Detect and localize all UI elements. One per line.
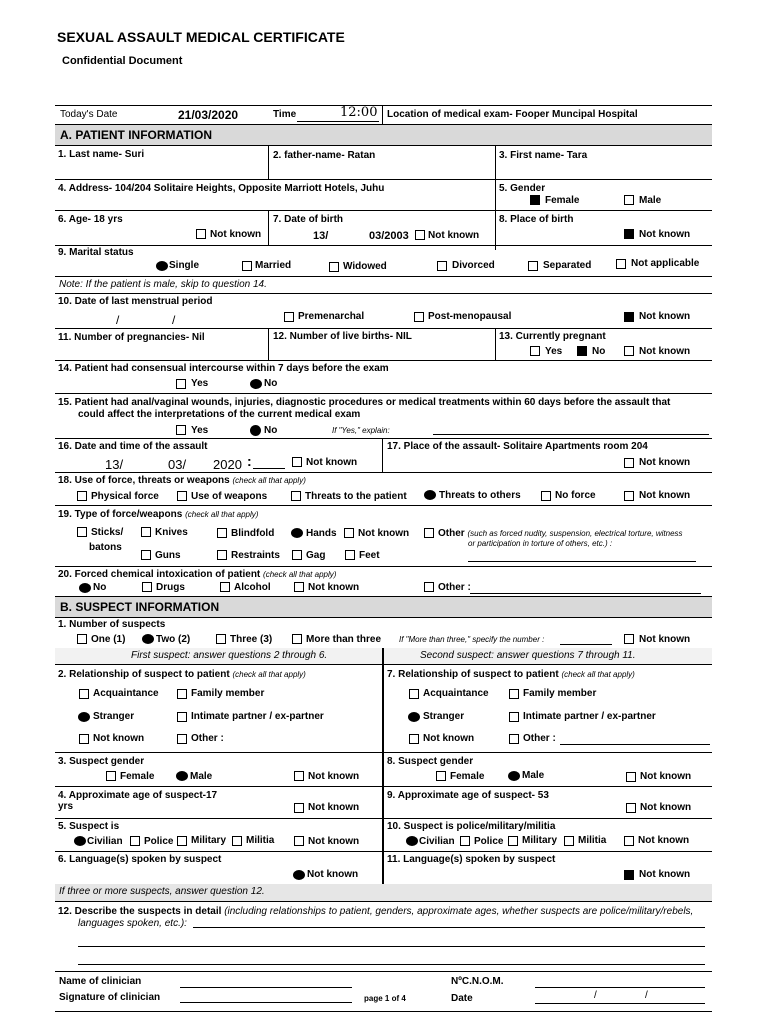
currently-pregnant-label: 13. Currently pregnant (499, 331, 606, 342)
wounds-explain-label: If "Yes," explain: (332, 426, 390, 435)
clinician-name-field[interactable] (180, 987, 352, 988)
suspects-three-checkbox[interactable] (216, 634, 226, 644)
s2-police-checkbox[interactable] (460, 836, 470, 846)
chemical-other-checkbox[interactable] (424, 582, 434, 592)
age[interactable]: 6. Age- 18 yrs (58, 214, 123, 225)
s2-gender-not-known-checkbox[interactable] (626, 772, 636, 782)
rel1-family-checkbox[interactable] (177, 689, 187, 699)
force-not-known-label: Not known (639, 490, 691, 501)
certificate-subtitle: Confidential Document (62, 55, 183, 67)
force-threats-patient-label: Threats to the patient (305, 491, 407, 502)
force-label: 18. Use of force, threats or weapons (check all that apply) (58, 475, 306, 486)
rel1-other-checkbox[interactable] (177, 734, 187, 744)
cnom-field[interactable] (535, 987, 705, 988)
age-not-known-label: Not known (210, 229, 262, 240)
gender-label: 5. Gender (499, 183, 546, 194)
force-threats-others-checkbox[interactable] (424, 490, 436, 500)
assault-place-not-known-label: Not known (639, 457, 691, 468)
certificate-title: SEXUAL ASSAULT MEDICAL CERTIFICATE (57, 29, 345, 45)
chemical-other-field[interactable] (470, 593, 701, 594)
rel2-partner-label: Intimate partner / ex-partner (523, 711, 656, 722)
s1-civilian-checkbox[interactable] (74, 836, 86, 846)
rel2-acquaintance-label: Acquaintance (423, 688, 489, 699)
wounds-explain-line[interactable] (433, 434, 709, 435)
type-other-checkbox[interactable] (424, 528, 434, 538)
chemical-alcohol-label: Alcohol (234, 582, 271, 593)
footer-date-label: Date (451, 993, 473, 1004)
suspects-two-checkbox[interactable] (142, 634, 154, 644)
time-label: Time (273, 109, 297, 120)
s1-gender-not-known-checkbox[interactable] (294, 771, 304, 781)
num-suspects-label: 1. Number of suspects (58, 619, 166, 630)
force-physical-checkbox[interactable] (77, 491, 87, 501)
s2-military-label: Military (522, 835, 558, 846)
suspects-not-known-checkbox[interactable] (624, 634, 634, 644)
lmp-label: 10. Date of last menstrual period (58, 296, 213, 307)
place-of-birth-label: 8. Place of birth (499, 214, 574, 225)
type-not-known-label: Not known (358, 528, 410, 539)
chemical-label: 20. Forced chemical intoxication of patient (check all that apply) (58, 569, 337, 580)
relationship-2-label: 7. Relationship of suspect to patient (check all that apply) (387, 669, 635, 680)
marital-married-label: Married (255, 260, 292, 271)
s1-civilian-label: Civilian (87, 836, 123, 847)
s2-civilian-label: Civilian (419, 836, 455, 847)
s1-military-label: Military (191, 835, 227, 846)
premenarchal-checkbox[interactable] (284, 312, 294, 322)
rel2-other-field[interactable] (560, 744, 710, 745)
wounds-yes-label: Yes (191, 425, 209, 436)
s2-language-not-known-label: Not known (639, 869, 691, 880)
chemical-no-checkbox[interactable] (79, 583, 91, 593)
marital-married-checkbox[interactable] (242, 261, 252, 271)
gender-2-label: 8. Suspect gender (387, 756, 474, 767)
gag-label: Gag (306, 550, 326, 561)
guns-label: Guns (155, 550, 181, 561)
s1-age-not-known-checkbox[interactable] (294, 803, 304, 813)
s1-militia-label: Militia (246, 835, 275, 846)
s2-language-not-known-checkbox[interactable] (624, 870, 634, 880)
s1-gender-not-known-label: Not known (308, 771, 360, 782)
blindfold-checkbox[interactable] (217, 528, 227, 538)
assault-date-not-known-checkbox[interactable] (292, 457, 302, 467)
s2-militia-label: Militia (578, 835, 607, 846)
cnom-label: NºC.N.O.M. (451, 976, 504, 987)
num-live-births[interactable]: 12. Number of live births- NIL (273, 331, 412, 342)
marital-divorced-label: Divorced (452, 260, 495, 271)
force-weapons-checkbox[interactable] (177, 491, 187, 501)
dob-not-known-checkbox[interactable] (415, 230, 425, 240)
footer-date-slash-2: / (645, 990, 648, 1001)
date-value[interactable]: 21/03/2020 (178, 108, 239, 122)
assault-time-field[interactable] (253, 468, 285, 469)
chemical-drugs-checkbox[interactable] (142, 582, 152, 592)
relationship-1-label: 2. Relationship of suspect to patient (check all that apply) (58, 669, 306, 680)
last-name[interactable]: 1. Last name- Suri (58, 149, 145, 160)
consensual-no-label: No (264, 378, 278, 389)
wounds-label-line2: could affect the interpretations of the current medical exam (78, 409, 361, 420)
s2-age-not-known-label: Not known (640, 802, 692, 813)
pregnant-not-known-checkbox[interactable] (624, 346, 634, 356)
wounds-label-line1: 15. Patient had anal/vaginal wounds, injuries, diagnostic procedures or medical treatments within 60 days before the assault that (58, 397, 671, 408)
describe-suspects-hint: languages spoken, etc.): (78, 918, 187, 929)
assault-day[interactable]: 13/ (105, 457, 124, 472)
page-number: page 1 of 4 (364, 994, 406, 1003)
force-none-checkbox[interactable] (541, 491, 551, 501)
marital-single-checkbox[interactable] (156, 261, 168, 271)
dob-label: 7. Date of birth (273, 214, 344, 225)
chemical-other-label: Other : (438, 582, 471, 593)
rel2-stranger-checkbox[interactable] (408, 712, 420, 722)
rel2-other-label: Other : (523, 733, 556, 744)
num-pregnancies[interactable]: 11. Number of pregnancies- Nil (58, 332, 205, 343)
suspect-1-age[interactable]: 4. Approximate age of suspect-17 (58, 790, 218, 801)
note-three-suspects: If three or more suspects, answer question 12. (59, 886, 265, 897)
date-label: Today's Date (60, 109, 118, 120)
clinician-signature-label: Signature of clinician (59, 992, 161, 1003)
chemical-not-known-label: Not known (308, 582, 360, 593)
consensual-yes-label: Yes (191, 378, 209, 389)
restraints-label: Restraints (231, 550, 280, 561)
suspects-one-checkbox[interactable] (77, 634, 87, 644)
marital-widowed-checkbox[interactable] (329, 262, 339, 272)
assault-place[interactable]: 17. Place of the assault- Solitaire Apartments room 204 (387, 441, 648, 452)
pregnant-not-known-label: Not known (639, 346, 691, 357)
s2-gender-not-known-label: Not known (640, 771, 692, 782)
rel1-stranger-checkbox[interactable] (78, 712, 90, 722)
rel2-acquaintance-checkbox[interactable] (409, 689, 419, 699)
force-not-known-checkbox[interactable] (624, 491, 634, 501)
rel1-acquaintance-label: Acquaintance (93, 688, 159, 699)
describe-line-3[interactable] (78, 964, 705, 965)
s1-age-not-known-label: Not known (308, 802, 360, 813)
suspect-2-is-label: 10. Suspect is police/military/militia (387, 821, 556, 832)
assault-year[interactable]: 2020 (213, 457, 242, 472)
footer-date-field[interactable] (535, 1003, 705, 1004)
s1-militia-checkbox[interactable] (232, 836, 242, 846)
note-male-skip: Note: If the patient is male, skip to question 14. (59, 279, 267, 290)
suspects-two-label: Two (2) (156, 634, 191, 645)
s1-language-not-known-checkbox[interactable] (293, 870, 305, 880)
s2-age-not-known-checkbox[interactable] (626, 803, 636, 813)
suspects-more-checkbox[interactable] (292, 634, 302, 644)
suspects-number-field[interactable] (560, 644, 612, 645)
lmp-not-known-label: Not known (639, 311, 691, 322)
s1-gender-female-checkbox[interactable] (106, 771, 116, 781)
lmp-slash-1: / (116, 313, 120, 327)
marital-na-checkbox[interactable] (616, 259, 626, 269)
rel2-stranger-label: Stranger (423, 711, 465, 722)
restraints-checkbox[interactable] (217, 550, 227, 560)
describe-suspects-label: 12. Describe the suspects in detail (including relationships to patient, genders, approximate ages, whether suspects are police/military/rebels, (58, 906, 694, 917)
lmp-slash-2: / (172, 313, 176, 327)
chemical-no-label: No (93, 582, 107, 593)
force-threats-others-label: Threats to others (439, 490, 521, 501)
gender-female-label: Female (545, 195, 580, 206)
father-name[interactable]: 2. father-name- Ratan (273, 150, 376, 161)
post-menopausal-label: Post-menopausal (428, 311, 512, 322)
s2-gender-female-checkbox[interactable] (436, 771, 446, 781)
type-other-field[interactable] (468, 561, 696, 562)
suspect-2-age[interactable]: 9. Approximate age of suspect- 53 (387, 790, 549, 801)
type-other-label: Other (such as forced nudity, suspension, electrical torture, witness (438, 528, 683, 539)
gender-male-label: Male (639, 195, 662, 206)
s1-gender-male-label: Male (190, 771, 213, 782)
dob-day[interactable]: 13/ (313, 230, 329, 242)
rel1-partner-label: Intimate partner / ex-partner (191, 711, 324, 722)
force-none-label: No force (555, 490, 596, 501)
guns-checkbox[interactable] (141, 550, 151, 560)
knives-label: Knives (155, 527, 188, 538)
s1-police-label: Police (144, 836, 174, 847)
s1-is-not-known-label: Not known (308, 836, 360, 847)
s1-gender-female-label: Female (120, 771, 155, 782)
suspects-more-hint: If "More than three," specify the number : (399, 635, 545, 644)
knives-checkbox[interactable] (141, 527, 151, 537)
gender-male-checkbox[interactable] (624, 195, 634, 205)
s2-gender-male-checkbox[interactable] (508, 771, 520, 781)
suspects-one-label: One (1) (91, 634, 126, 645)
gender-1-label: 3. Suspect gender (58, 756, 145, 767)
gender-female-checkbox[interactable] (530, 195, 540, 205)
rel1-not-known-checkbox[interactable] (79, 734, 89, 744)
s2-gender-male-label: Male (522, 770, 545, 781)
assault-month[interactable]: 03/ (168, 457, 187, 472)
rel2-not-known-checkbox[interactable] (409, 734, 419, 744)
describe-line-1[interactable] (193, 927, 705, 928)
describe-line-2[interactable] (78, 946, 705, 947)
s1-military-checkbox[interactable] (177, 836, 187, 846)
chemical-drugs-label: Drugs (156, 582, 185, 593)
consensual-yes-checkbox[interactable] (176, 379, 186, 389)
marital-widowed-label: Widowed (343, 261, 387, 272)
rel2-other-checkbox[interactable] (509, 734, 519, 744)
footer-date-slash-1: / (594, 990, 597, 1001)
wounds-no-checkbox[interactable] (250, 425, 261, 436)
rel2-partner-checkbox[interactable] (509, 712, 519, 722)
wounds-yes-checkbox[interactable] (176, 425, 186, 435)
first-suspect-note: First suspect: answer questions 2 through 6. (131, 650, 328, 661)
batons-label: batons (89, 542, 122, 553)
age-not-known-checkbox[interactable] (196, 229, 206, 239)
type-not-known-checkbox[interactable] (344, 528, 354, 538)
suspects-not-known-label: Not known (639, 634, 691, 645)
force-threats-patient-checkbox[interactable] (291, 491, 301, 501)
assault-time-colon: : (247, 453, 252, 469)
s1-police-checkbox[interactable] (130, 836, 140, 846)
language-1-label: 6. Language(s) spoken by suspect (58, 854, 222, 865)
sticks-checkbox[interactable] (77, 527, 87, 537)
gag-checkbox[interactable] (292, 550, 302, 560)
marital-single-label: Single (169, 260, 200, 271)
marital-separated-checkbox[interactable] (528, 261, 538, 271)
feet-label: Feet (359, 550, 380, 561)
force-physical-label: Physical force (91, 491, 159, 502)
assault-place-not-known-checkbox[interactable] (624, 458, 634, 468)
marital-na-label: Not applicable (631, 258, 700, 269)
s1-gender-male-checkbox[interactable] (176, 771, 188, 781)
clinician-signature-field[interactable] (180, 1002, 352, 1003)
hands-checkbox[interactable] (291, 528, 303, 538)
chemical-not-known-checkbox[interactable] (294, 582, 304, 592)
consensual-label: 14. Patient had consensual intercourse within 7 days before the exam (58, 363, 389, 374)
wounds-no-label: No (264, 425, 278, 436)
rel1-stranger-label: Stranger (93, 711, 135, 722)
s2-is-not-known-label: Not known (638, 835, 690, 846)
pregnant-no-checkbox[interactable] (577, 346, 587, 356)
lmp-not-known-checkbox[interactable] (624, 312, 634, 322)
pob-not-known-checkbox[interactable] (624, 229, 634, 239)
sticks-label: Sticks/ (91, 527, 124, 538)
marital-separated-label: Separated (543, 260, 592, 271)
pregnant-yes-label: Yes (545, 346, 563, 357)
s2-civilian-checkbox[interactable] (406, 836, 418, 846)
dob-month-year[interactable]: 03/2003 (369, 230, 409, 242)
consensual-no-checkbox[interactable] (250, 379, 262, 389)
pregnant-yes-checkbox[interactable] (530, 346, 540, 356)
rel2-family-label: Family member (523, 688, 597, 699)
s1-is-not-known-checkbox[interactable] (294, 836, 304, 846)
assault-date-not-known-label: Not known (306, 457, 358, 468)
clinician-name-label: Name of clinician (59, 976, 142, 987)
s2-gender-female-label: Female (450, 771, 485, 782)
s2-police-label: Police (474, 836, 504, 847)
rel1-acquaintance-checkbox[interactable] (79, 689, 89, 699)
rel2-family-checkbox[interactable] (509, 689, 519, 699)
blindfold-label: Blindfold (231, 528, 275, 539)
section-a-header: A. PATIENT INFORMATION (55, 124, 712, 146)
section-b-header: B. SUSPECT INFORMATION (55, 596, 712, 618)
marital-divorced-checkbox[interactable] (437, 261, 447, 271)
s1-language-not-known-label: Not known (307, 869, 359, 880)
s2-is-not-known-checkbox[interactable] (624, 836, 634, 846)
chemical-alcohol-checkbox[interactable] (220, 582, 230, 592)
assault-datetime-label: 16. Date and time of the assault (58, 441, 208, 452)
marital-status-label: 9. Marital status (58, 247, 134, 258)
rel2-not-known-label: Not known (423, 733, 475, 744)
suspect-1-is-label: 5. Suspect is (58, 821, 120, 832)
address[interactable]: 4. Address- 104/204 Solitaire Heights, Opposite Marriott Hotels, Juhu (58, 183, 385, 194)
hands-label: Hands (306, 528, 337, 539)
suspects-more-label: More than three (306, 634, 382, 645)
dob-not-known-label: Not known (428, 230, 480, 241)
force-type-label: 19. Type of force/weapons (check all that apply) (58, 509, 259, 520)
language-2-label: 11. Language(s) spoken by suspect (387, 854, 556, 865)
time-value[interactable]: 12:00 (340, 105, 378, 120)
s2-military-checkbox[interactable] (508, 836, 518, 846)
premenarchal-label: Premenarchal (298, 311, 365, 322)
suspect-1-age-unit: yrs (58, 801, 74, 812)
suspects-three-label: Three (3) (230, 634, 273, 645)
force-weapons-label: Use of weapons (191, 491, 268, 502)
rel1-partner-checkbox[interactable] (177, 712, 187, 722)
pregnant-no-label: No (592, 346, 606, 357)
exam-location: Location of medical exam- Fooper Muncipal Hospital (387, 109, 638, 120)
pob-not-known-label: Not known (639, 229, 691, 240)
rel1-not-known-label: Not known (93, 733, 145, 744)
first-name[interactable]: 3. First name- Tara (499, 150, 588, 161)
type-other-hint: or participation in torture of others, etc.) : (468, 539, 613, 548)
post-menopausal-checkbox[interactable] (414, 312, 424, 322)
rel1-family-label: Family member (191, 688, 265, 699)
s2-militia-checkbox[interactable] (564, 836, 574, 846)
feet-checkbox[interactable] (345, 550, 355, 560)
second-suspect-note: Second suspect: answer questions 7 through 11. (420, 650, 636, 661)
rel1-other-label: Other : (191, 733, 224, 744)
